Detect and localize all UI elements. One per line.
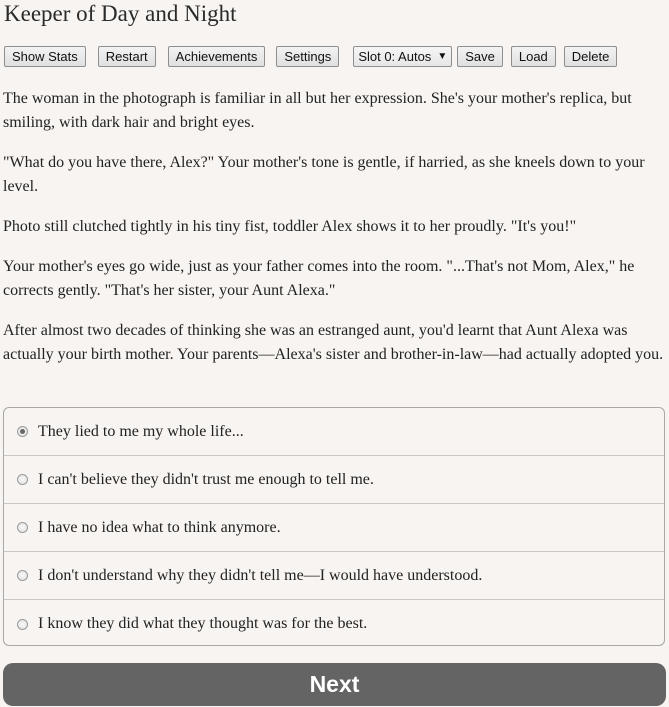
delete-button[interactable]: Delete — [564, 46, 618, 67]
toolbar — [4, 46, 617, 67]
save-slot-value: Slot 0: Autos — [358, 49, 432, 64]
choice-option[interactable] — [4, 408, 664, 456]
load-button[interactable]: Load — [511, 46, 556, 67]
story-paragraph: After almost two decades of thinking she was an estranged aunt, you'd learnt that Aunt Alexa was actually your birth mother. Your parents—Alexa's sister and brother-in-law—had actually adopted you. — [3, 322, 664, 363]
story-text — [3, 87, 665, 383]
save-slot-select[interactable] — [353, 46, 452, 67]
choice-label: They lied to me my whole life... — [38, 422, 244, 440]
save-button[interactable]: Save — [457, 46, 503, 67]
choice-list — [3, 407, 665, 646]
game-title: Keeper of Day and Night — [4, 1, 237, 26]
choice-option[interactable] — [4, 456, 664, 504]
show-stats-button[interactable]: Show Stats — [4, 46, 86, 67]
radio-icon[interactable] — [17, 570, 28, 581]
settings-button[interactable]: Settings — [276, 46, 339, 67]
restart-button[interactable]: Restart — [98, 46, 156, 67]
choice-option[interactable] — [4, 504, 664, 552]
story-paragraph: Photo still clutched tightly in his tiny fist, toddler Alex shows it to her proudly. "It's you!" — [3, 218, 577, 235]
choice-option[interactable] — [4, 552, 664, 600]
radio-icon[interactable] — [17, 474, 28, 485]
dropdown-arrow-icon: ▼ — [437, 51, 448, 62]
radio-selected-icon[interactable] — [17, 426, 28, 437]
achievements-button[interactable]: Achievements — [168, 46, 266, 67]
story-paragraph: "What do you have there, Alex?" Your mother's tone is gentle, if harried, as she kneels down to your level. — [3, 154, 645, 195]
choice-option[interactable] — [4, 600, 664, 646]
choice-label: I don't understand why they didn't tell me—I would have understood. — [38, 566, 483, 584]
choice-label: I can't believe they didn't trust me enough to tell me. — [38, 470, 374, 488]
choice-label: I know they did what they thought was for the best. — [38, 615, 368, 632]
next-button[interactable]: Next — [3, 663, 666, 706]
story-paragraph: The woman in the photograph is familiar in all but her expression. She's your mother's replica, but smiling, with dark hair and bright eyes. — [3, 90, 632, 131]
choice-label: I have no idea what to think anymore. — [38, 518, 281, 536]
radio-icon[interactable] — [17, 522, 28, 533]
story-paragraph: Your mother's eyes go wide, just as your father comes into the room. "...That's not Mom, Alex," he corrects gently. "That's her sister, your Aunt Alexa." — [3, 258, 635, 299]
radio-icon[interactable] — [17, 619, 28, 630]
